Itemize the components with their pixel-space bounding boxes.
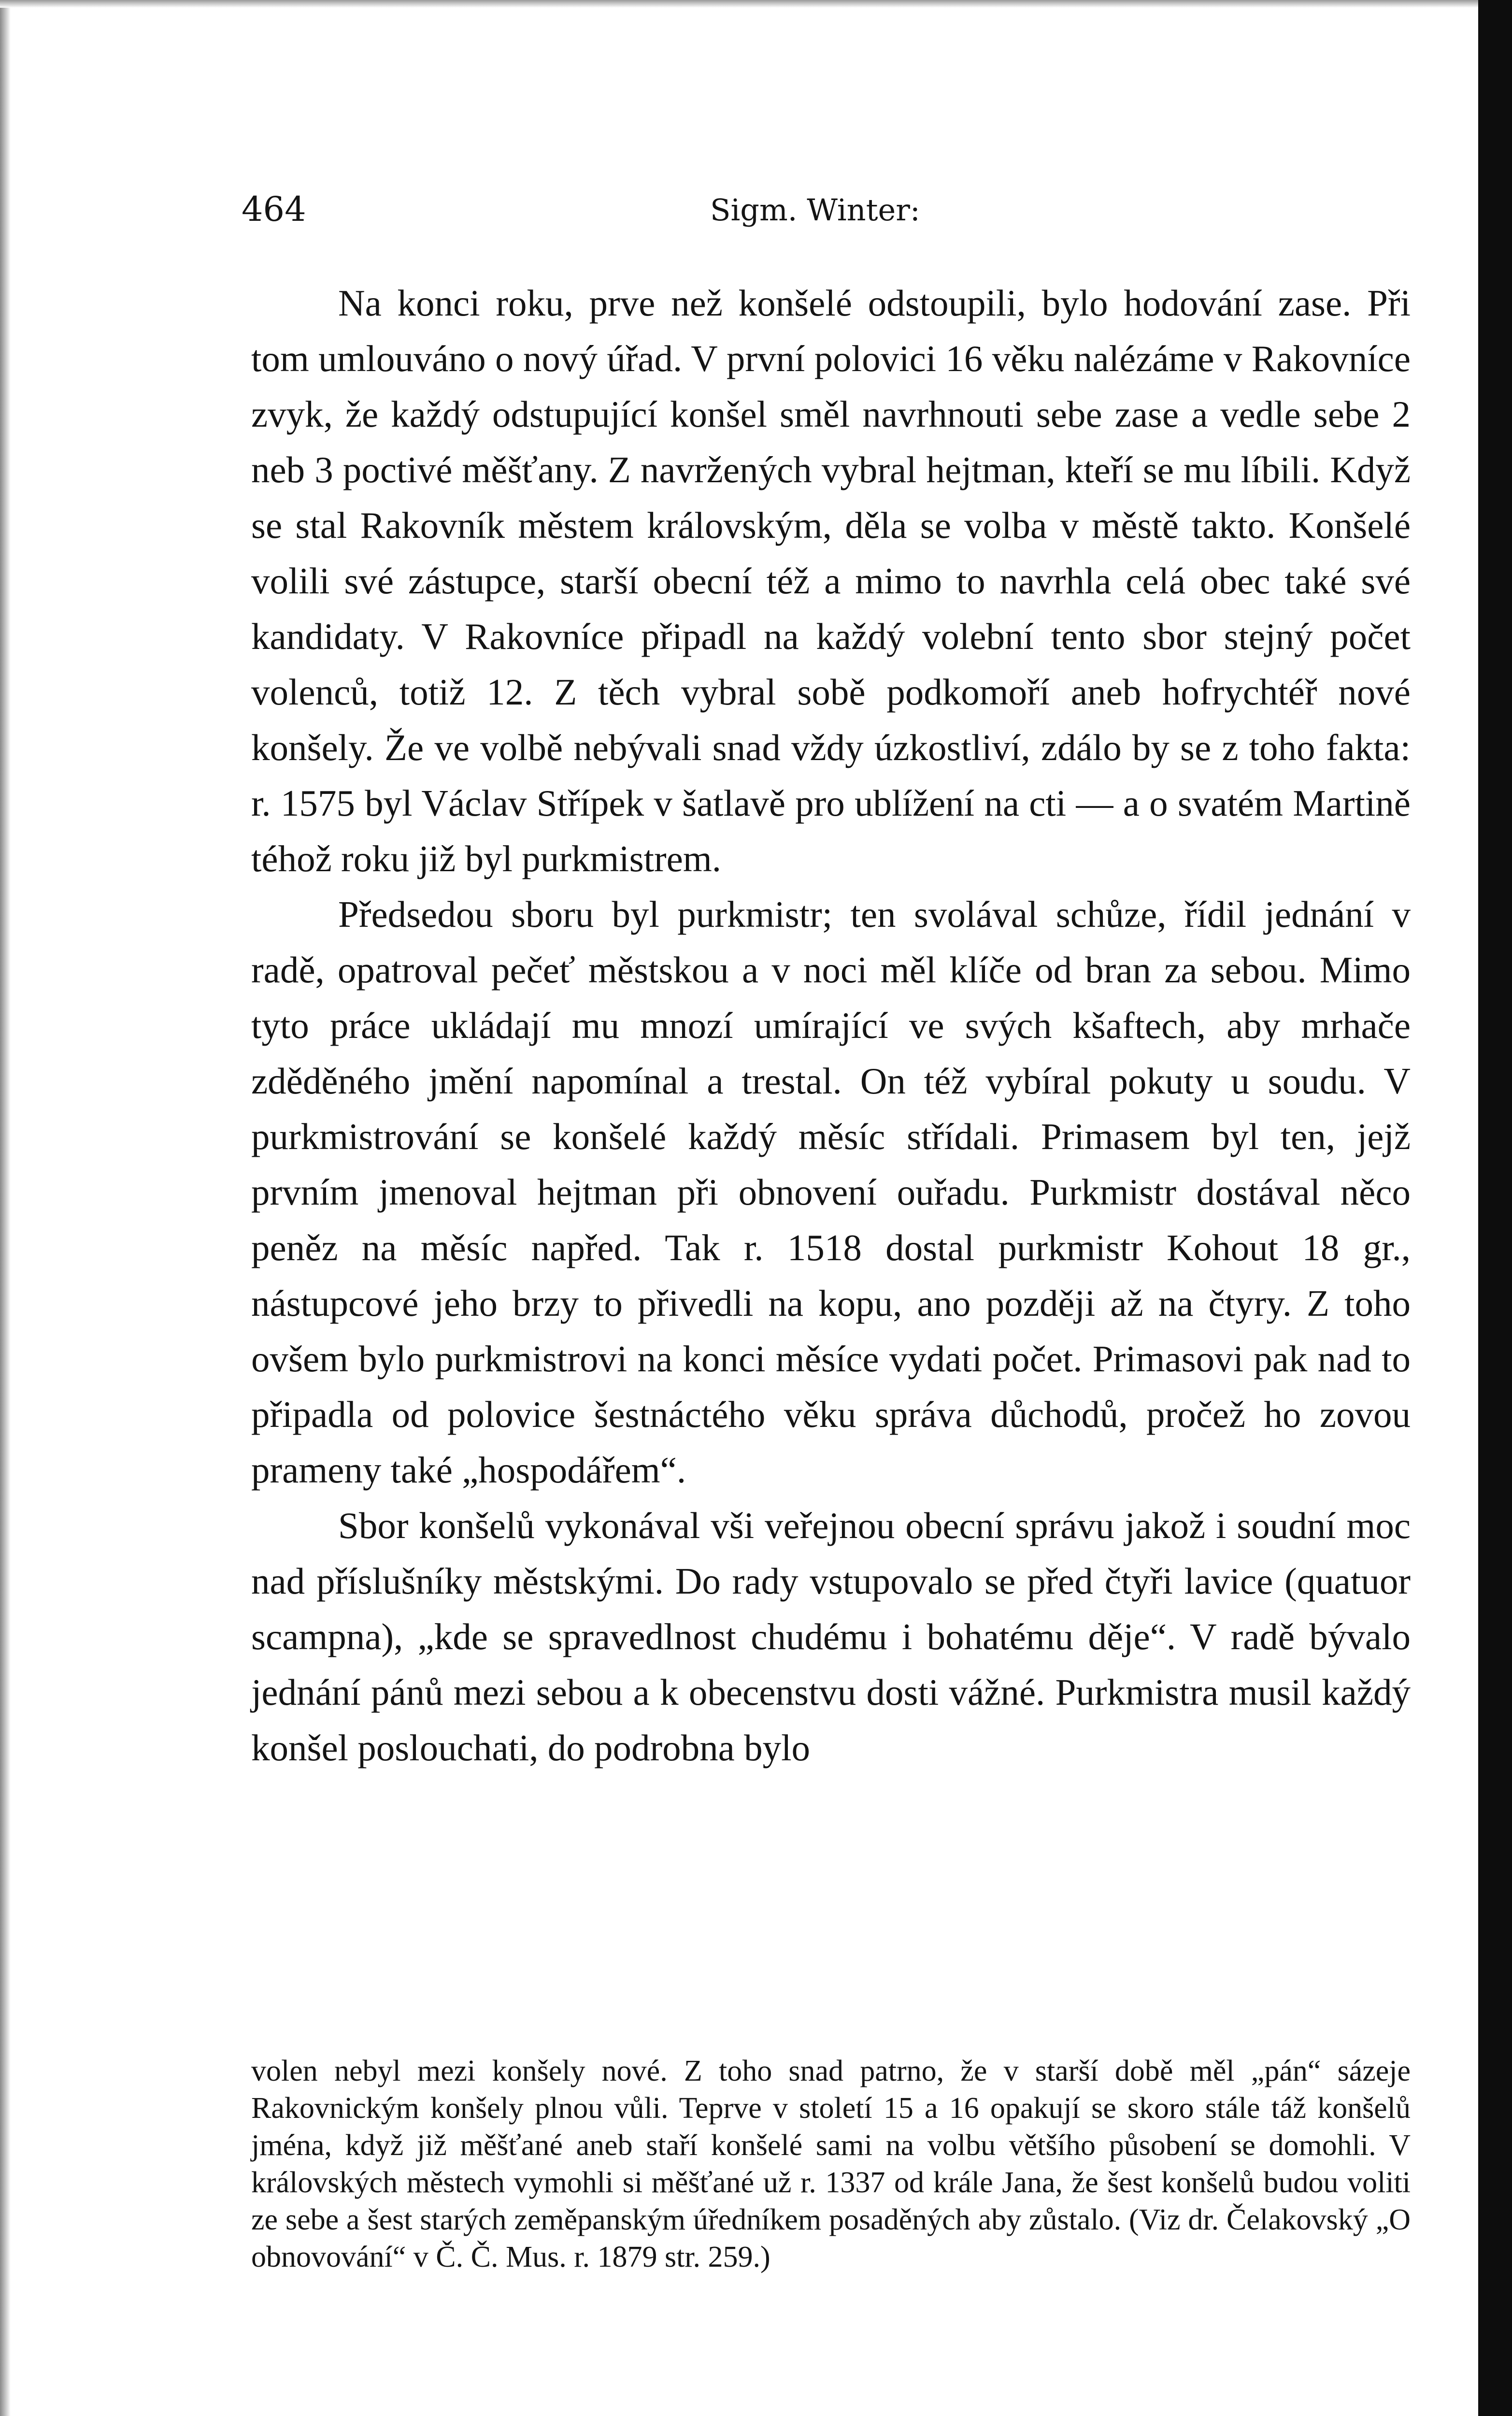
scan-left-shadow <box>0 0 11 2416</box>
paragraph: Předsedou sboru byl purkmistr; ten svolával schůze, řídil jednání v radě, opatroval pečeť městskou a v noci měl klíče od bran za sebou. Mimo tyto práce ukládají mu mnozí umírající ve svých kšaftech, aby mrhače zděděného jmění napomínal a trestal. On též vybíral pokuty u soudu. V purkmistrování se konšelé každý měsíc střídali. Primasem byl ten, jejž prvním jmenoval hejtman při obnovení ouřadu. Purkmistr dostával něco peněz na měsíc napřed. Tak r. 1518 dostal purkmistr Kohout 18 gr., nástupcové jeho brzy to přivedli na kopu, ano později až na čtyry. Z toho ovšem bylo purkmistrovi na konci měsíce vydati počet. Primasovi pak nad to připadla od polovice šestnáctého věku správa důchodů, pročež ho zovou prameny také „hospodářem“. <box>251 893 1411 1491</box>
page-number: 464 <box>242 189 306 229</box>
body-text <box>251 275 1411 1776</box>
page-header <box>242 189 1415 233</box>
paragraph: Sbor konšelů vykonával vši veřejnou obecní správu jakož i soudní moc nad příslušníky městskými. Do rady vstupovalo se před čtyři lavice (quatuor scampna), „kde se spravedlnost chudému i bohatému děje“. V radě bývalo jednání pánů mezi sebou a k obecenstvu dosti vážné. Purkmistra musil každý konšel poslouchati, do podrobna bylo <box>251 1505 1411 1769</box>
scan-top-shadow <box>0 0 1478 8</box>
scan-right-border <box>1478 0 1512 2416</box>
footnote: volen nebyl mezi konšely nové. Z toho snad patrno, že v starší době měl „pán“ sázeje Rakovnickým konšely plnou vůli. Teprve v století 15 a 16 opakují se skoro stále táž konšelů jména, když již měšťané aneb staří konšelé sami na volbu většího působení se domohli. V královských městech vymohli si měšťané už r. 1337 od krále Jana, že šest konšelů budou voliti ze sebe a šest starých zeměpanským úředníkem posaděných aby zůstalo. (Viz dr. Čelakovský „O obnovování“ v Č. Č. Mus. r. 1879 str. 259.) <box>251 2055 1411 2273</box>
paragraph: Na konci roku, prve než konšelé odstoupili, bylo hodování zase. Při tom umlouváno o nový úřad. V první polovici 16 věku nalézáme v Rakovníce zvyk, že každý odstupující konšel směl navrhnouti sebe zase a vedle sebe 2 neb 3 poctivé měšťany. Z navržených vybral hejtman, kteří se mu líbili. Když se stal Rakovník městem královským, děla se volba v městě takto. Konšelé volili své zástupce, starší obecní též a mimo to navrhla celá obec také své kandidaty. V Rakovníce připadl na každý volební tento sbor stejný počet volenců, totiž 12. Z těch vybral sobě podkomoří aneb hofrychtéř nové konšely. Že ve volbě nebývali snad vždy úzkostliví, zdálo by se z toho fakta: r. 1575 byl Václav Střípek v šatlavě pro ublížení na cti — a o svatém Martině téhož roku již byl purkmistrem. <box>251 282 1411 879</box>
running-head: Sigm. Winter: <box>710 192 920 228</box>
